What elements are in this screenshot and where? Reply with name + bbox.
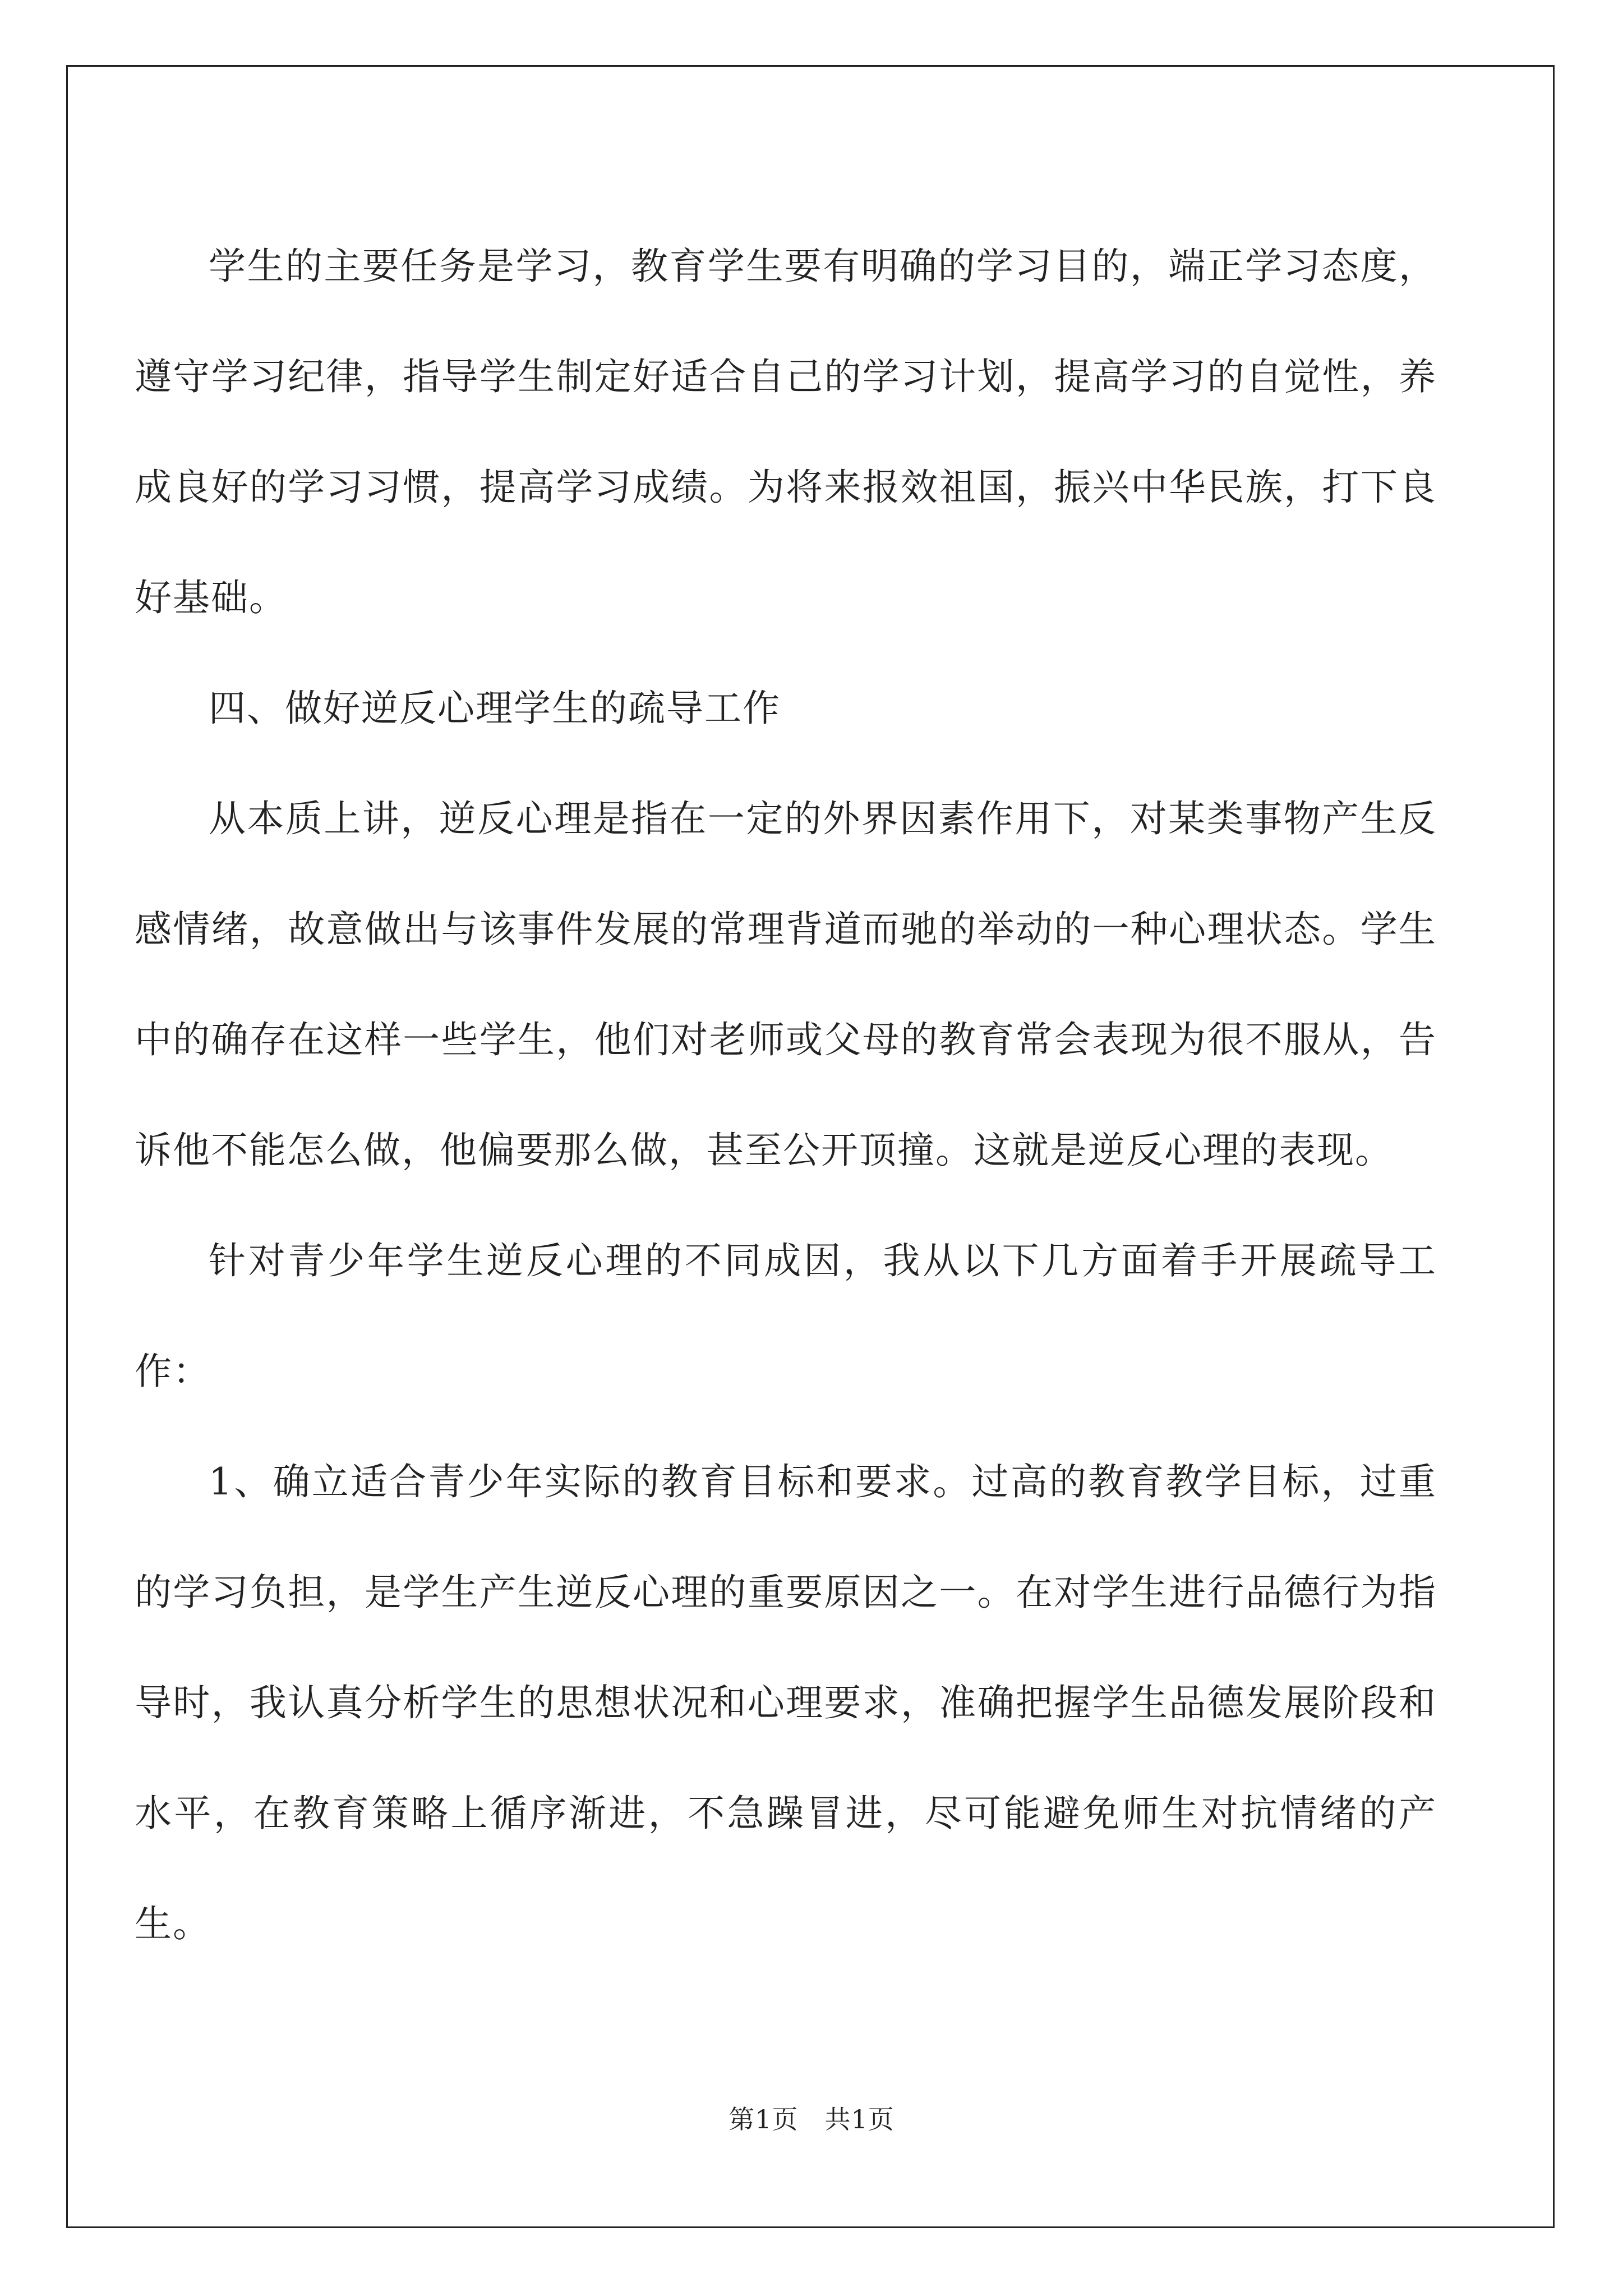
paragraph: 从本质上讲，逆反心理是指在一定的外界因素作用下，对某类事物产生反感情绪，故意做出与该事件发展的常理背道而驰的举动的一种心理状态。学生中的确存在这样一些学生，他们对老师或父母的教育常会表现为很不服从，告诉他不能怎么做，他偏要那么做，甚至公开顶撞。这就是逆反心理的表现。 — [135, 797, 1437, 1172]
section-heading: 四、做好逆反心理学生的疏导工作 — [209, 687, 781, 730]
page-number-footer: 第1页 共1页 — [728, 2104, 895, 2134]
paragraph: 学生的主要任务是学习，教育学生要有明确的学习目的，端正学习态度，遵守学习纪律，指导学生制定好适合自己的学习计划，提高学习的自觉性，养成良好的学习习惯，提高学习成绩。为将来报效祖国，振兴中华民族，打下良好基础。 — [135, 245, 1437, 619]
paragraph: 1、确立适合青少年实际的教育目标和要求。过高的教育教学目标，过重的学习负担，是学生产生逆反心理的重要原因之一。在对学生进行品德行为指导时，我认真分析学生的思想状况和心理要求，准确把握学生品德发展阶段和水平，在教育策略上循序渐进，不急躁冒进，尽可能避免师生对抗情绪的产生。 — [135, 1460, 1437, 1945]
paragraph: 针对青少年学生逆反心理的不同成因，我从以下几方面着手开展疏导工作： — [135, 1239, 1437, 1393]
document-body — [135, 211, 1437, 1979]
